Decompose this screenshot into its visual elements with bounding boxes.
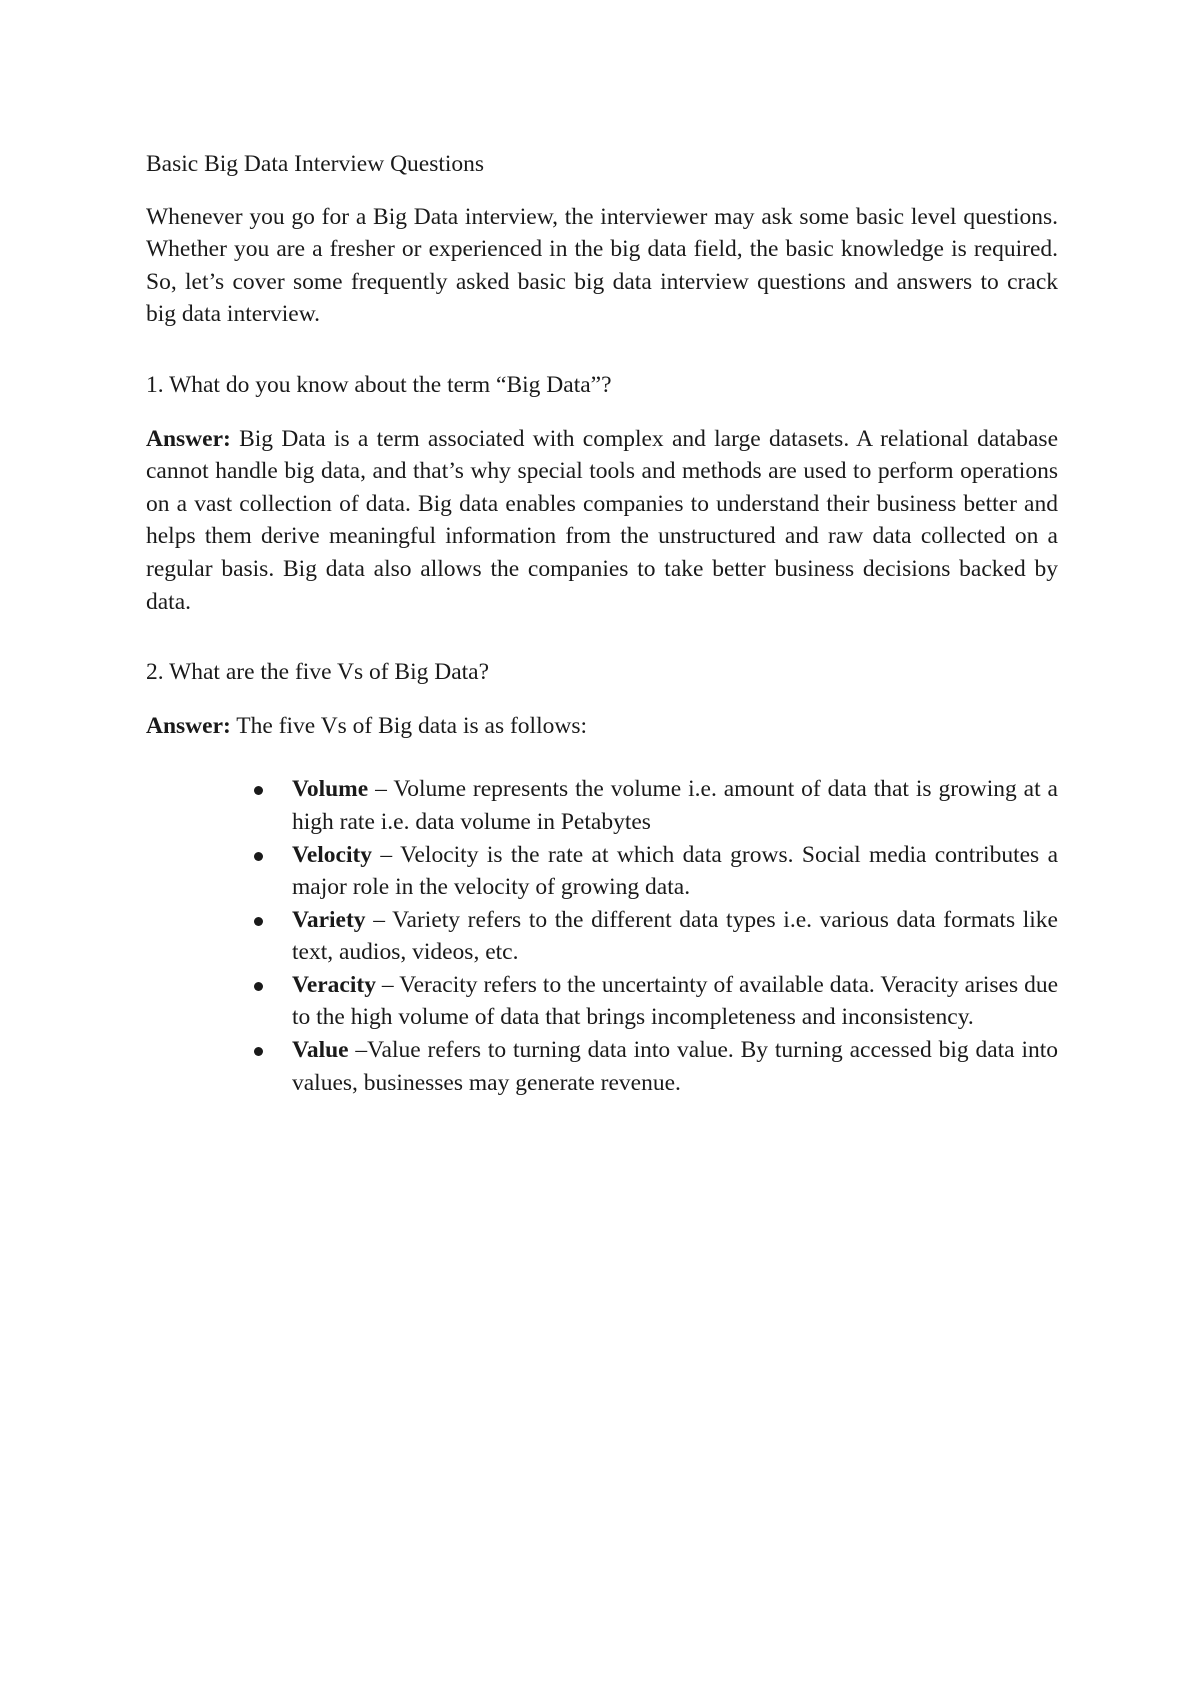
answer-text: Big Data is a term associated with complex and large datasets. A relational database cannot handle big data, and that’s why special tools and methods are used to perform operations on a vast collection of data. Big data enables companies to understand their business better and helps them derive meaningful information from the unstructured and raw data collected on a regular basis. Big data also allows the companies to take better business decisions backed by data. bbox=[146, 425, 1058, 615]
list-item-term: Veracity bbox=[292, 971, 376, 998]
list-item-term: Value bbox=[292, 1037, 349, 1064]
bullet-icon bbox=[254, 786, 263, 795]
bullet-icon bbox=[254, 917, 263, 926]
list-item-veracity bbox=[292, 969, 1058, 1034]
list-item-variety bbox=[292, 904, 1058, 969]
list-item-volume bbox=[292, 773, 1058, 838]
list-item-value bbox=[292, 1034, 1058, 1099]
bullet-icon bbox=[254, 852, 263, 861]
list-item-term: Velocity bbox=[292, 841, 373, 868]
document-page bbox=[146, 148, 1058, 1099]
five-vs-list bbox=[146, 773, 1058, 1099]
list-item-term: Volume bbox=[292, 776, 369, 803]
document-title: Basic Big Data Interview Questions bbox=[146, 151, 485, 177]
list-item-text: – Veracity refers to the uncertainty of available data. Veracity arises due to the high volume of data that brings incompleteness and inconsistency. bbox=[292, 971, 1058, 1031]
answer-label: Answer: bbox=[146, 712, 231, 739]
answer-label: Answer: bbox=[146, 425, 231, 452]
answer-text: The five Vs of Big data is as follows: bbox=[230, 712, 588, 739]
question-2-heading: 2. What are the five Vs of Big Data? bbox=[146, 659, 490, 686]
bullet-icon bbox=[254, 982, 263, 991]
intro-paragraph: Whenever you go for a Big Data interview, the interviewer may ask some basic level questions. Whether you are a fresher or experienced in the big data field, the basic knowledge is required. So, let’s cover some frequently asked basic big data interview questions and answers to crack big data interview. bbox=[146, 203, 1058, 328]
list-item-text: – Velocity is the rate at which data grows. Social media contributes a major role in the velocity of growing data. bbox=[292, 841, 1058, 901]
question-1-answer bbox=[146, 423, 1058, 619]
list-item-term: Variety bbox=[292, 906, 366, 933]
question-1-heading: 1. What do you know about the term “Big Data”? bbox=[146, 371, 612, 398]
list-item-text: – Variety refers to the different data types i.e. various data formats like text, audios, videos, etc. bbox=[292, 906, 1058, 966]
list-item-text: –Value refers to turning data into value. By turning accessed big data into values, businesses may generate revenue. bbox=[292, 1037, 1058, 1096]
question-2-answer bbox=[146, 710, 1058, 743]
list-item-text: – Volume represents the volume i.e. amount of data that is growing at a high rate i.e. data volume in Petabytes bbox=[292, 776, 1058, 835]
list-item-velocity bbox=[292, 839, 1058, 904]
bullet-icon bbox=[254, 1047, 263, 1056]
